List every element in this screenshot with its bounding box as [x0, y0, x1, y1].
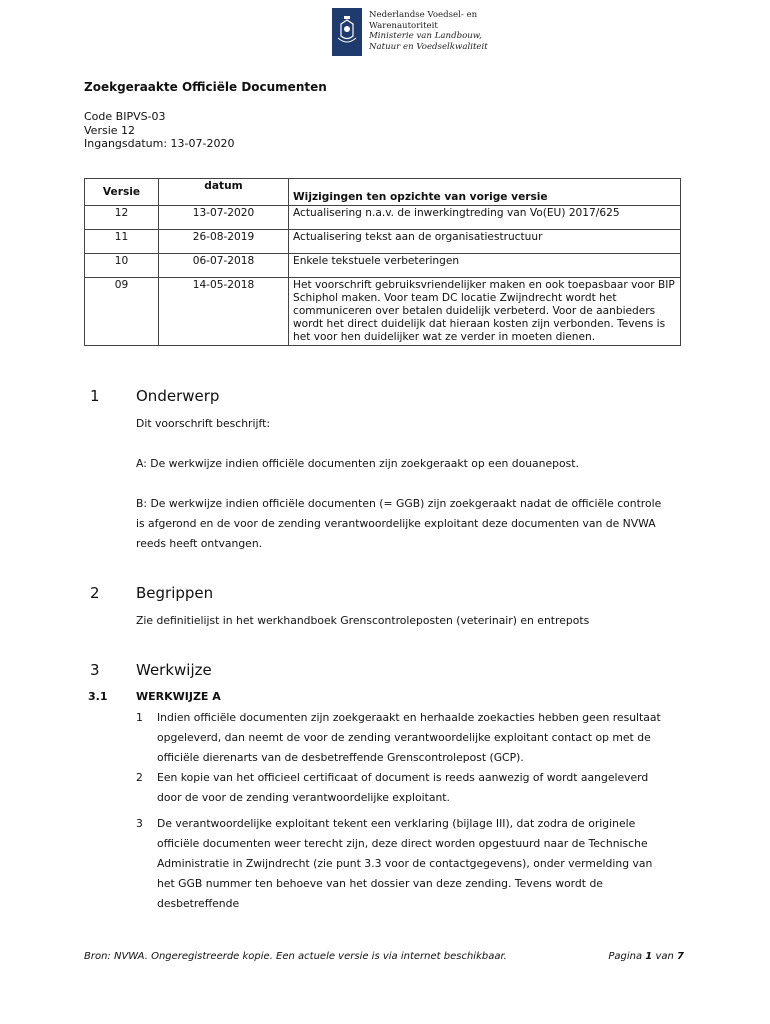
subsection-title: WERKWIJZE A: [136, 690, 221, 703]
cell-versie: 10: [85, 254, 159, 278]
list-item-text: De verantwoordelijke exploitant tekent een verklaring (bijlage III), dat zodra de originele officiële documenten weer terecht zijn, deze direct worden opgestuurd naar de Technische Administratie in Zwijndrecht (zie punt 3.3 voor de contactgegevens), onder vermelding van het GGB nummer ten behoeve van het dossier van deze zending. Tevens wordt de desbetreffende: [157, 817, 653, 910]
cell-wijziging: Actualisering tekst aan de organisatiestructuur: [289, 230, 681, 254]
list-item-number: 3: [136, 817, 143, 830]
cell-versie: 12: [85, 206, 159, 230]
total-pages: 7: [677, 951, 684, 962]
page-footer: [84, 951, 684, 962]
document-code: Code BIPVS-03: [84, 110, 166, 123]
table-header-versie: Versie: [85, 179, 159, 206]
government-emblem-icon: [332, 8, 362, 56]
list-item-text: Een kopie van het officieel certificaat of document is reeds aanwezig of wordt aangeleverd door de voor de zending verantwoordelijke exploitant.: [157, 771, 649, 804]
logo-line: Ministerie van Landbouw,: [369, 31, 482, 42]
logo-text: [369, 10, 488, 52]
table-row: [85, 278, 681, 346]
section-text: B: De werkwijze indien officiële documenten (= GGB) zijn zoekgeraakt nadat de officiële controle is afgerond en de voor de zending verantwoordelijke exploitant deze documenten van de NVWA reeds heeft ontvangen.: [136, 497, 662, 550]
table-row: [85, 230, 681, 254]
logo-line: Warenautoriteit: [369, 20, 438, 31]
cell-versie: 11: [85, 230, 159, 254]
numbered-list: [136, 708, 666, 914]
cell-datum: 14-05-2018: [159, 278, 289, 346]
page-indicator: [608, 951, 684, 962]
document-title: Zoekgeraakte Officiële Documenten: [84, 80, 327, 94]
revision-table: [84, 178, 681, 346]
document-effective-date: Ingangsdatum: 13-07-2020: [84, 137, 235, 150]
section-number: 2: [90, 584, 100, 602]
cell-datum: 13-07-2020: [159, 206, 289, 230]
section-text: A: De werkwijze indien officiële documenten zijn zoekgeraakt op een douanepost.: [136, 457, 579, 470]
list-item: [136, 768, 666, 808]
cell-datum: 26-08-2019: [159, 230, 289, 254]
list-item: [136, 814, 666, 914]
section-title: Begrippen: [136, 584, 214, 602]
cell-wijziging: Enkele tekstuele verbeteringen: [289, 254, 681, 278]
logo-line: Nederlandse Voedsel- en: [369, 10, 478, 20]
footer-source: Bron: NVWA. Ongeregistreerde kopie. Een actuele versie is via internet beschikbaar.: [84, 951, 507, 962]
list-item-text: Indien officiële documenten zijn zoekgeraakt en herhaalde zoekacties hebben geen resultaat opgeleverd, dan neemt de voor de zending verantwoordelijke exploitant contact op met de officiële dierenarts van de desbetreffende Grenscontrolepost (GCP).: [157, 711, 661, 764]
subsection-number: 3.1: [88, 690, 108, 703]
page-label: Pagina: [608, 951, 643, 962]
section-title: Werkwijze: [136, 661, 212, 679]
section-number: 3: [90, 661, 100, 679]
table-header-wijzigingen: Wijzigingen ten opzichte van vorige versie: [289, 179, 681, 206]
document-version: Versie 12: [84, 123, 136, 137]
current-page: 1: [645, 951, 653, 962]
logo-line: Natuur en Voedselkwaliteit: [369, 41, 488, 52]
cell-versie: 09: [85, 278, 159, 346]
list-item: [136, 708, 666, 768]
section-number: 1: [90, 387, 100, 405]
table-row: [85, 254, 681, 278]
section-text: Zie definitielijst in het werkhandboek Grenscontroleposten (veterinair) en entrepots: [136, 614, 590, 627]
of-label: van: [655, 951, 674, 962]
list-item-number: 1: [136, 711, 143, 724]
table-row: [85, 206, 681, 230]
cell-datum: 06-07-2018: [159, 254, 289, 278]
cell-wijziging: Het voorschrift gebruiksvriendelijker maken en ook toepasbaar voor BIP Schiphol maken. Voor team DC locatie Zwijndrecht wordt het communiceren over betalen duidelijk verbeterd. Voor de aanbieders wordt het direct duidelijk dat hieraan kosten zijn verbonden. Tevens is het voor hen duidelijker wat ze verder in moeten dienen.: [289, 278, 681, 346]
document-meta: [84, 110, 234, 151]
list-item-number: 2: [136, 771, 143, 784]
cell-wijziging: Actualisering n.a.v. de inwerkingtreding van Vo(EU) 2017/625: [289, 206, 681, 230]
section-title: Onderwerp: [136, 387, 220, 405]
table-header-datum: datum: [159, 179, 289, 206]
section-text: Dit voorschrift beschrijft:: [136, 417, 270, 430]
